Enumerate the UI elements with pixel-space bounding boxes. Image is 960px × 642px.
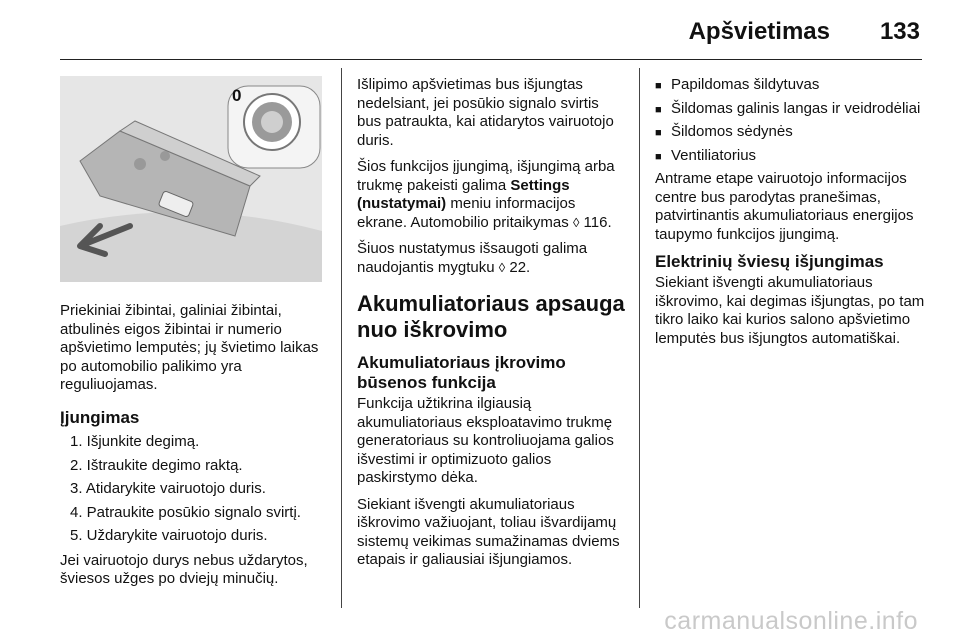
square-bullet-icon: ■ xyxy=(655,150,662,163)
section-heading-elektriniu-sviesu-isjungimas: Elektrinių šviesų išjungimas xyxy=(655,252,884,271)
save-paragraph: Šiuos nustatymus išsaugoti galima naudojantis mygtuku ◊ 22. xyxy=(357,240,588,276)
page-header xyxy=(0,0,960,58)
column-1 xyxy=(60,302,332,597)
list-item: 1. Išjunkite degimą. xyxy=(70,433,200,450)
turn-signal-lever-illustration xyxy=(60,76,322,282)
paragraph: Siekiant išvengti akumuliatoriaus iškrovimo, kai degimas išjungtas, po tam tikro laiko kai kurios salono apšvietimo lemputės bus išjungtos automatiškai. xyxy=(655,274,925,347)
list-item: ■ Ventiliatorius xyxy=(655,147,925,166)
header-rule xyxy=(60,59,922,60)
square-bullet-icon: ■ xyxy=(655,127,662,139)
reference-icon: ◊ xyxy=(498,259,506,275)
subsection-heading-ikrovimo-busena: Akumuliatoriaus įkrovimo būsenos funkcija xyxy=(357,353,566,392)
settings-paragraph: Šios funkcijos įjungimą, išjungimą arba trukmę pakeisti galima Settings (nustatymai) meniu informacijos ekrane. Automobilio pritaikymas ◊ 116. xyxy=(357,158,615,231)
steps-list xyxy=(60,433,332,546)
column-2 xyxy=(357,76,627,578)
bullet-list xyxy=(655,76,925,165)
section-heading-ijungimas: Įjungimas xyxy=(60,407,140,427)
lever-drawing xyxy=(60,76,322,282)
section-heading-akumuliatoriaus-apsauga: Akumuliatoriaus apsauga nuo iškrovimo xyxy=(357,291,625,342)
list-item: ■ Papildomas šildytuvas xyxy=(655,76,925,95)
paragraph: Išlipimo apšvietimas bus išjungtas nedelsiant, jei posūkio signalo svirtis bus patraukta, kai atidarytos vairuotojo duris. xyxy=(357,76,614,149)
page-title: Apšvietimas xyxy=(688,18,830,45)
page-reference[interactable]: 22. xyxy=(509,258,531,276)
list-item: ■ Šildomas galinis langas ir veidrodėliai xyxy=(655,100,925,119)
page-reference[interactable]: 116. xyxy=(583,213,612,231)
column-divider-2 xyxy=(639,68,640,608)
paragraph: Funkcija užtikrina ilgiausią akumuliatoriaus eksploatavimo trukmę generatoriaus su kontroliuojama galios išvestimi ir optimizuoto galios paskirstymo dėka. xyxy=(357,395,614,486)
page-number: 133 xyxy=(879,18,920,45)
list-item: 4. Patraukite posūkio signalo svirtį. xyxy=(70,503,301,521)
outro-paragraph: Jei vairuotojo durys nebus uždarytos, šviesos užges po dviejų minučių. xyxy=(60,551,308,587)
figure-label: 0 xyxy=(232,86,242,105)
square-bullet-icon: ■ xyxy=(655,80,662,92)
list-item: 5. Uždarykite vairuotojo duris. xyxy=(70,527,268,544)
watermark: carmanualsonline.info xyxy=(664,607,918,635)
paragraph: Antrame etape vairuotojo informacijos centre bus parodytas pranešimas, patvirtinantis akumuliatoriaus energijos taupymo funkcijos įjungimą. xyxy=(655,170,914,243)
reference-icon: ◊ xyxy=(572,214,580,230)
paragraph: Siekiant išvengti akumuliatoriaus iškrovimo važiuojant, toliau išvardijamų sistemų veikimas sumažinamas dviems etapais ir galiausiai išjungiamos. xyxy=(357,495,620,568)
column-divider-1 xyxy=(341,68,342,608)
list-item: 3. Atidarykite vairuotojo duris. xyxy=(70,480,266,497)
settings-menu-name: Settings (nustatymai) xyxy=(357,176,570,212)
list-item: 2. Ištraukite degimo raktą. xyxy=(70,456,243,474)
list-item: ■ Šildomos sėdynės xyxy=(655,123,925,142)
column-3 xyxy=(655,76,925,356)
square-bullet-icon: ■ xyxy=(655,103,662,116)
intro-paragraph: Priekiniai žibintai, galiniai žibintai, atbulinės eigos žibintai ir numerio apšvietimo lemputės; jų švietimo laikas po automobilio palikimo yra reguliuojamas. xyxy=(60,302,319,393)
